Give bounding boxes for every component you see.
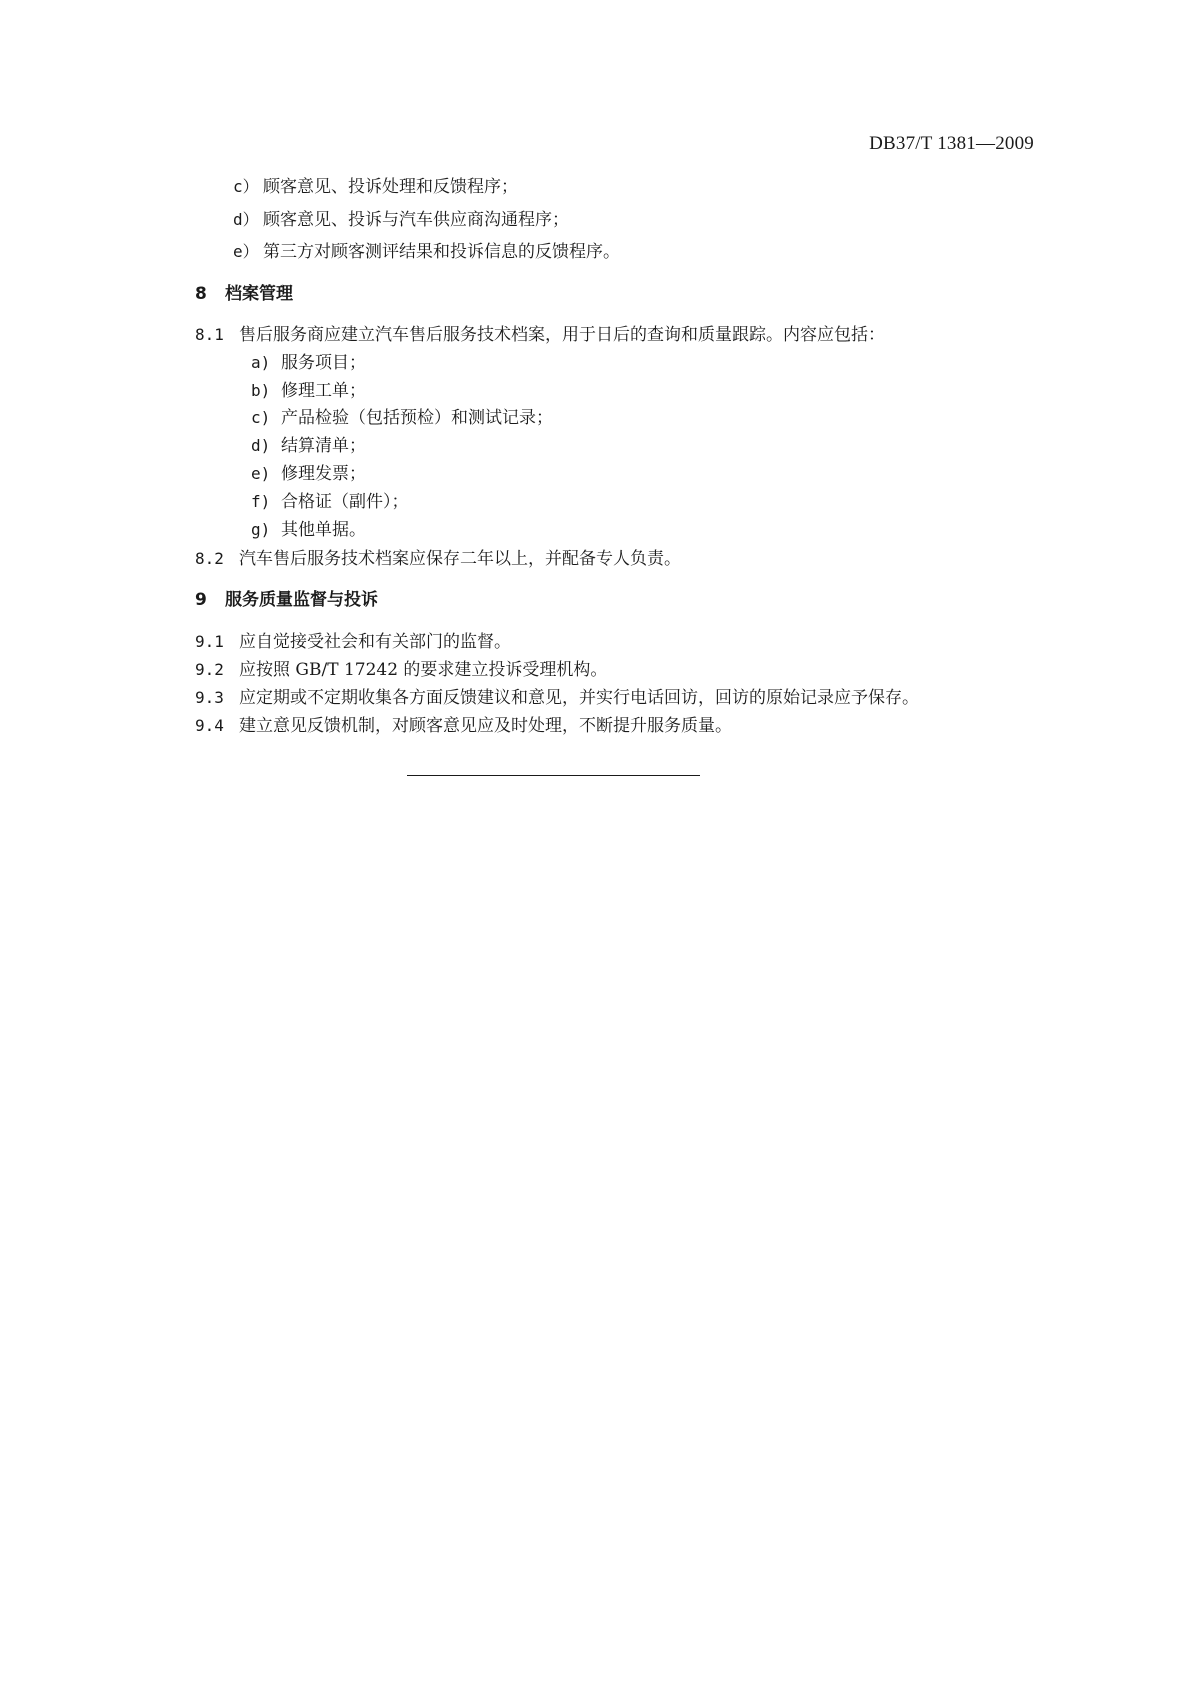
clause-text: 应定期或不定期收集各方面反馈建议和意见，并实行电话回访，回访的原始记录应予保存。 (239, 688, 919, 708)
list-item-text: 顾客意见、投诉与汽车供应商沟通程序； (263, 210, 569, 230)
clause (195, 323, 885, 347)
list-item (251, 379, 366, 403)
clause (195, 686, 919, 710)
document-code: DB37/T 1381—2009 (869, 133, 1034, 154)
clause-text: 应按照 GB/T 17242 的要求建立投诉受理机构。 (239, 660, 608, 680)
list-item-label: c) (251, 408, 271, 427)
clause-number: 9.2 (195, 660, 224, 679)
list-item (233, 208, 569, 232)
list-item-text: 修理工单； (281, 381, 366, 401)
list-item (251, 406, 553, 430)
list-item-text: 第三方对顾客测评结果和投诉信息的反馈程序。 (263, 242, 620, 262)
list-item (251, 462, 366, 486)
section-heading (195, 588, 378, 612)
list-item-label: c） (233, 177, 259, 196)
list-item-text: 顾客意见、投诉处理和反馈程序； (263, 177, 518, 197)
list-item-text: 其他单据。 (281, 520, 366, 540)
section-heading (195, 282, 293, 306)
list-item-label: b) (251, 381, 271, 400)
list-item-text: 修理发票； (281, 464, 366, 484)
section-number: 9 (195, 590, 207, 610)
clause-number: 8.1 (195, 325, 224, 344)
list-item-text: 结算清单； (281, 436, 366, 456)
list-item (251, 434, 366, 458)
clause-text: 汽车售后服务技术档案应保存二年以上，并配备专人负责。 (239, 549, 681, 569)
section-number: 8 (195, 284, 207, 304)
clause (195, 547, 681, 571)
end-rule (407, 775, 700, 776)
list-item-label: g) (251, 520, 271, 539)
clause (195, 714, 732, 738)
clause-text: 建立意见反馈机制，对顾客意见应及时处理，不断提升服务质量。 (239, 716, 732, 736)
list-item-label: a) (251, 353, 271, 372)
clause-number: 8.2 (195, 549, 224, 568)
list-item-text: 产品检验（包括预检）和测试记录； (281, 408, 553, 428)
list-item-text: 服务项目； (281, 353, 366, 373)
list-item-label: d） (233, 210, 259, 229)
list-item-label: d) (251, 436, 271, 455)
list-item (251, 490, 409, 514)
section-title: 服务质量监督与投诉 (225, 590, 378, 610)
clause-number: 9.4 (195, 716, 224, 735)
clause (195, 630, 511, 654)
clause-number: 9.3 (195, 688, 224, 707)
clause-number: 9.1 (195, 632, 224, 651)
list-item-label: f) (251, 492, 271, 511)
list-item (233, 240, 620, 264)
list-item-label: e） (233, 242, 259, 261)
clause-text: 应自觉接受社会和有关部门的监督。 (239, 632, 511, 652)
clause (195, 658, 607, 682)
list-item-text: 合格证（副件）； (281, 492, 409, 512)
list-item (251, 351, 366, 375)
list-item (233, 175, 518, 199)
list-item-label: e) (251, 464, 271, 483)
clause-text: 售后服务商应建立汽车售后服务技术档案，用于日后的查询和质量跟踪。内容应包括： (239, 325, 885, 345)
list-item (251, 518, 366, 542)
section-title: 档案管理 (225, 284, 293, 304)
